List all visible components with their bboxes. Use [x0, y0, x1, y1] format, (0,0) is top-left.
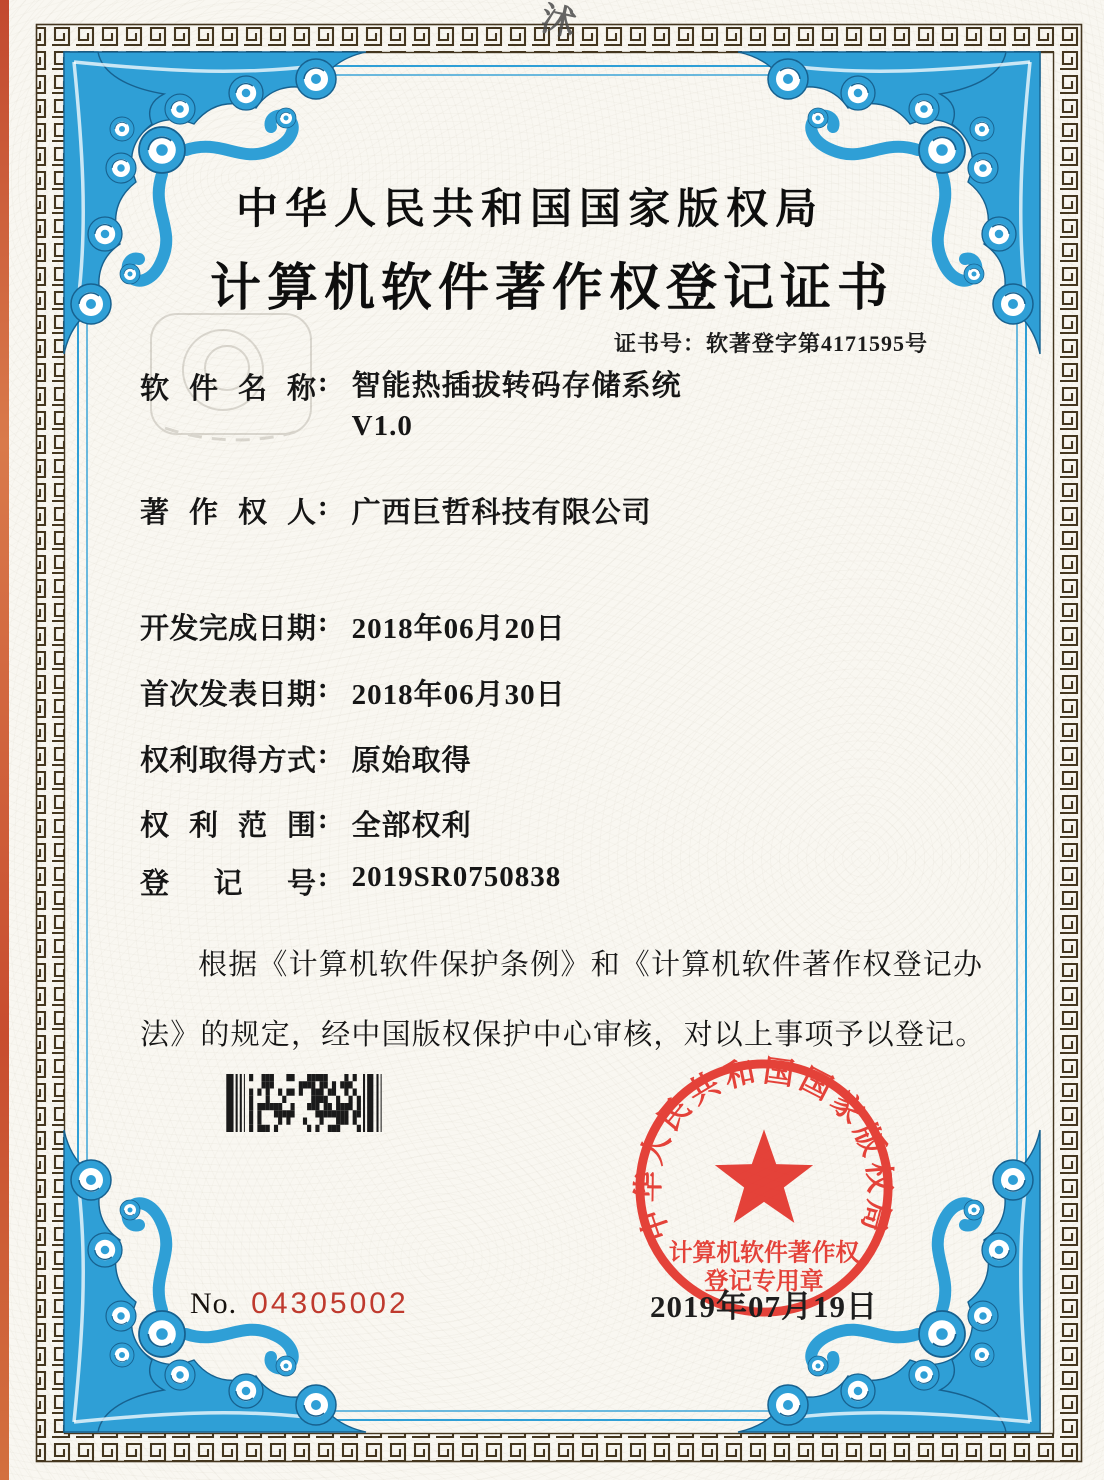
certificate-number-value: 软著登字第4171595号	[705, 331, 928, 356]
field-colon: :	[318, 606, 328, 638]
certificate-title: 计算机软件著作权登记证书	[209, 261, 894, 317]
dev-complete-date: 2018年06月20日	[351, 613, 566, 645]
field-label: 登记号	[140, 868, 316, 900]
software-version: V1.0	[351, 410, 413, 442]
serial-no-label: No.	[190, 1287, 238, 1320]
barcode	[213, 1074, 397, 1132]
rights-acquisition: 原始取得	[351, 745, 472, 777]
serial-no-value: 04305002	[251, 1287, 409, 1320]
field-label: 开发完成日期	[140, 613, 316, 645]
field-dev-complete-date	[140, 606, 566, 647]
registration-number: 2019SR0750838	[351, 861, 562, 893]
corner-flourish-bottom-left	[64, 1130, 366, 1432]
field-label: 著作权人	[140, 497, 316, 529]
certificate-number-label: 证书号：	[613, 331, 706, 356]
field-colon: :	[318, 738, 328, 770]
copyright-owner: 广西巨哲科技有限公司	[351, 497, 652, 529]
field-colon: :	[318, 672, 328, 704]
issuing-authority-title: 中华人民共和国国家版权局	[235, 187, 824, 233]
seal-caption-line1: 计算机软件著作权	[668, 1240, 860, 1267]
rights-scope: 全部权利	[351, 810, 472, 842]
field-registration-number	[140, 861, 561, 902]
certificate-number	[614, 327, 928, 358]
field-label: 首次发表日期	[140, 679, 316, 711]
field-label: 软件名称	[140, 373, 316, 405]
field-rights-acquisition	[140, 738, 472, 779]
field-rights-scope	[140, 803, 472, 844]
field-first-publish-date	[140, 672, 566, 713]
field-software-name	[140, 366, 682, 446]
certificate-serial	[190, 1287, 409, 1321]
first-publish-date: 2018年06月30日	[351, 679, 566, 711]
registration-statement: 根据《计算机软件保护条例》和《计算机软件著作权登记办法》的规定，经中国版权保护中心审核，对以上事项予以登记。	[140, 949, 986, 1051]
field-colon: :	[318, 861, 328, 893]
field-colon: :	[318, 803, 328, 835]
field-copyright-owner	[140, 490, 652, 531]
seal-caption-line2: 登记专用章	[704, 1269, 824, 1296]
field-colon: :	[318, 490, 328, 522]
seal-ring-text: 中华人民共和国国家版权局	[631, 1054, 898, 1246]
field-colon: :	[318, 366, 328, 398]
field-label: 权利取得方式	[140, 745, 316, 777]
seal-star-icon	[715, 1129, 813, 1222]
field-label: 权利范围	[140, 810, 316, 842]
handwritten-mark: 沭	[537, 0, 579, 45]
seal-date: 2019年07月19日	[650, 1289, 878, 1324]
software-name: 智能热插拔转码存储系统	[351, 370, 682, 402]
field-value	[352, 366, 682, 446]
